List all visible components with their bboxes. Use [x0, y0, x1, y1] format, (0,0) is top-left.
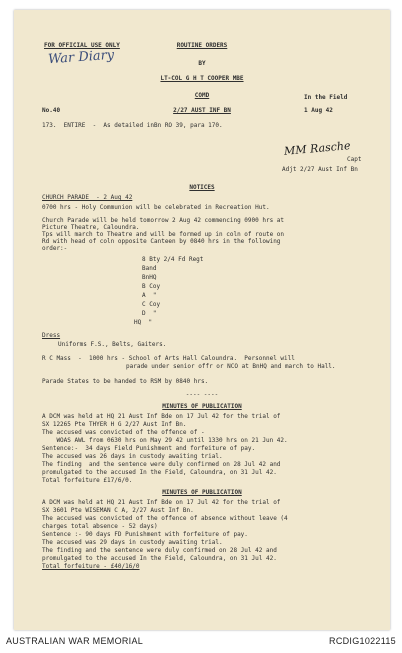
text-line: The finding and the sentence were duly confirmed on 28 Jul 42 and: [42, 461, 281, 468]
commander-name: LT-COL G H T COOPER MBE: [160, 75, 244, 82]
text-line: Sentence:- 34 days Field Punishment and forfeiture of pay.: [42, 445, 256, 452]
text-line: Tps will march to Theatre and will be formed up in coln of route on: [42, 231, 285, 238]
location-label: In the Field: [304, 94, 348, 101]
item-173: 173. ENTIRE - As detailed inBn RO 39, para 170.: [42, 122, 223, 129]
archive-reference: RCDIG1022115: [329, 636, 396, 646]
list-item: D ": [142, 310, 157, 317]
list-item: C Coy: [142, 301, 161, 308]
text-line: Total forfeiture - £40/16/0: [42, 563, 140, 570]
order-date: 1 Aug 42: [304, 107, 333, 114]
list-item: BnHQ: [142, 274, 157, 281]
list-item: 8 Bty 2/4 Fd Regt: [142, 256, 204, 263]
list-item: A ": [142, 292, 157, 299]
dress-label: Dress: [42, 332, 61, 339]
text-line: charges total absence - 52 days): [42, 523, 158, 530]
minutes-heading-1: MINUTES OF PUBLICATION: [162, 403, 242, 410]
list-item: Band: [142, 265, 157, 272]
section-separator: ---- ----: [185, 391, 219, 398]
handwritten-note: War Diary: [47, 47, 115, 68]
by-label: BY: [198, 60, 206, 67]
text-line: The accused was 29 days in custody awaiting trial.: [42, 539, 223, 546]
rc-mass-line-2: parade under senior offr or NCO at BnHQ and march to Hall.: [126, 363, 336, 370]
unit-name: 2/27 AUST INF BN: [173, 107, 231, 114]
text-line: The accused was convicted of the offence of -: [42, 429, 205, 436]
text-line: order:-: [42, 245, 68, 252]
notices-heading: NOTICES: [189, 184, 215, 191]
text-line: WOAS AWL from 0630 hrs on May 29 42 until 1330 hrs on 21 Jun 42.: [42, 437, 288, 444]
text-line: Rd with head of coln opposite Canteen by 0840 hrs in the following: [42, 238, 281, 245]
dress-detail: Uniforms F.S., Belts, Gaiters.: [58, 341, 167, 348]
document-page: [14, 10, 390, 630]
signature-rank: Capt: [347, 156, 362, 163]
holy-communion-line: 0700 hrs - Holy Communion will be celebrated in Recreation Hut.: [42, 204, 270, 211]
text-line: Church Parade will be held tomorrow 2 Aug 42 commencing 0900 hrs at: [42, 217, 285, 224]
text-line: SX 3601 Pte WISEMAN C A, 2/27 Aust Inf Bn.: [42, 507, 194, 514]
text-line: The finding and the sentence were duly confirmed on 28 Jul 42 and: [42, 547, 277, 554]
list-item: HQ ": [134, 319, 153, 326]
minutes-heading-2: MINUTES OF PUBLICATION: [162, 489, 242, 496]
text-line: Picture Theatre, Caloundra.: [42, 224, 140, 231]
order-number: No.40: [42, 107, 61, 114]
comd-label: COMD: [194, 92, 210, 99]
text-line: A DCM was held at HQ 21 Aust Inf Bde on 17 Jul 42 for the trial of: [42, 413, 281, 420]
text-line: A DCM was held at HQ 21 Aust Inf Bde on 17 Jul 42 for the trial of: [42, 499, 281, 506]
text-line: promulgated to the accused In the Field, Caloundra, on 31 Jul 42.: [42, 469, 277, 476]
orders-title: ROUTINE ORDERS: [176, 42, 228, 49]
text-line: The accused was convicted of the offence of absence without leave (4: [42, 515, 288, 522]
text-line: SX 12265 Pte THYER H G 2/27 Aust Inf Bn.: [42, 421, 187, 428]
signature-title: Adjt 2/27 Aust Inf Bn: [282, 166, 358, 173]
list-item: B Coy: [142, 283, 161, 290]
church-parade-heading: CHURCH PARADE - 2 Aug 42: [42, 194, 133, 201]
text-line: The accused was 26 days in custody awaiting trial.: [42, 453, 223, 460]
official-use-label: FOR OFFICIAL USE ONLY: [44, 42, 120, 49]
text-line: Sentence :- 90 days FD Punishment with forfeiture of pay.: [42, 531, 248, 538]
archive-credit: AUSTRALIAN WAR MEMORIAL: [6, 636, 144, 646]
rc-mass-line-1: R C Mass - 1000 hrs - School of Arts Hall Caloundra. Personnel will: [42, 355, 295, 362]
signature-scrawl: MM Rasche: [283, 139, 351, 158]
text-line: Total forfeiture £17/6/0.: [42, 477, 133, 484]
parade-states-line: Parade States to be handed to RSM by 0840 hrs.: [42, 378, 209, 385]
text-line: promulgated to the accused In the Field, Caloundra, on 31 Jul 42.: [42, 555, 277, 562]
